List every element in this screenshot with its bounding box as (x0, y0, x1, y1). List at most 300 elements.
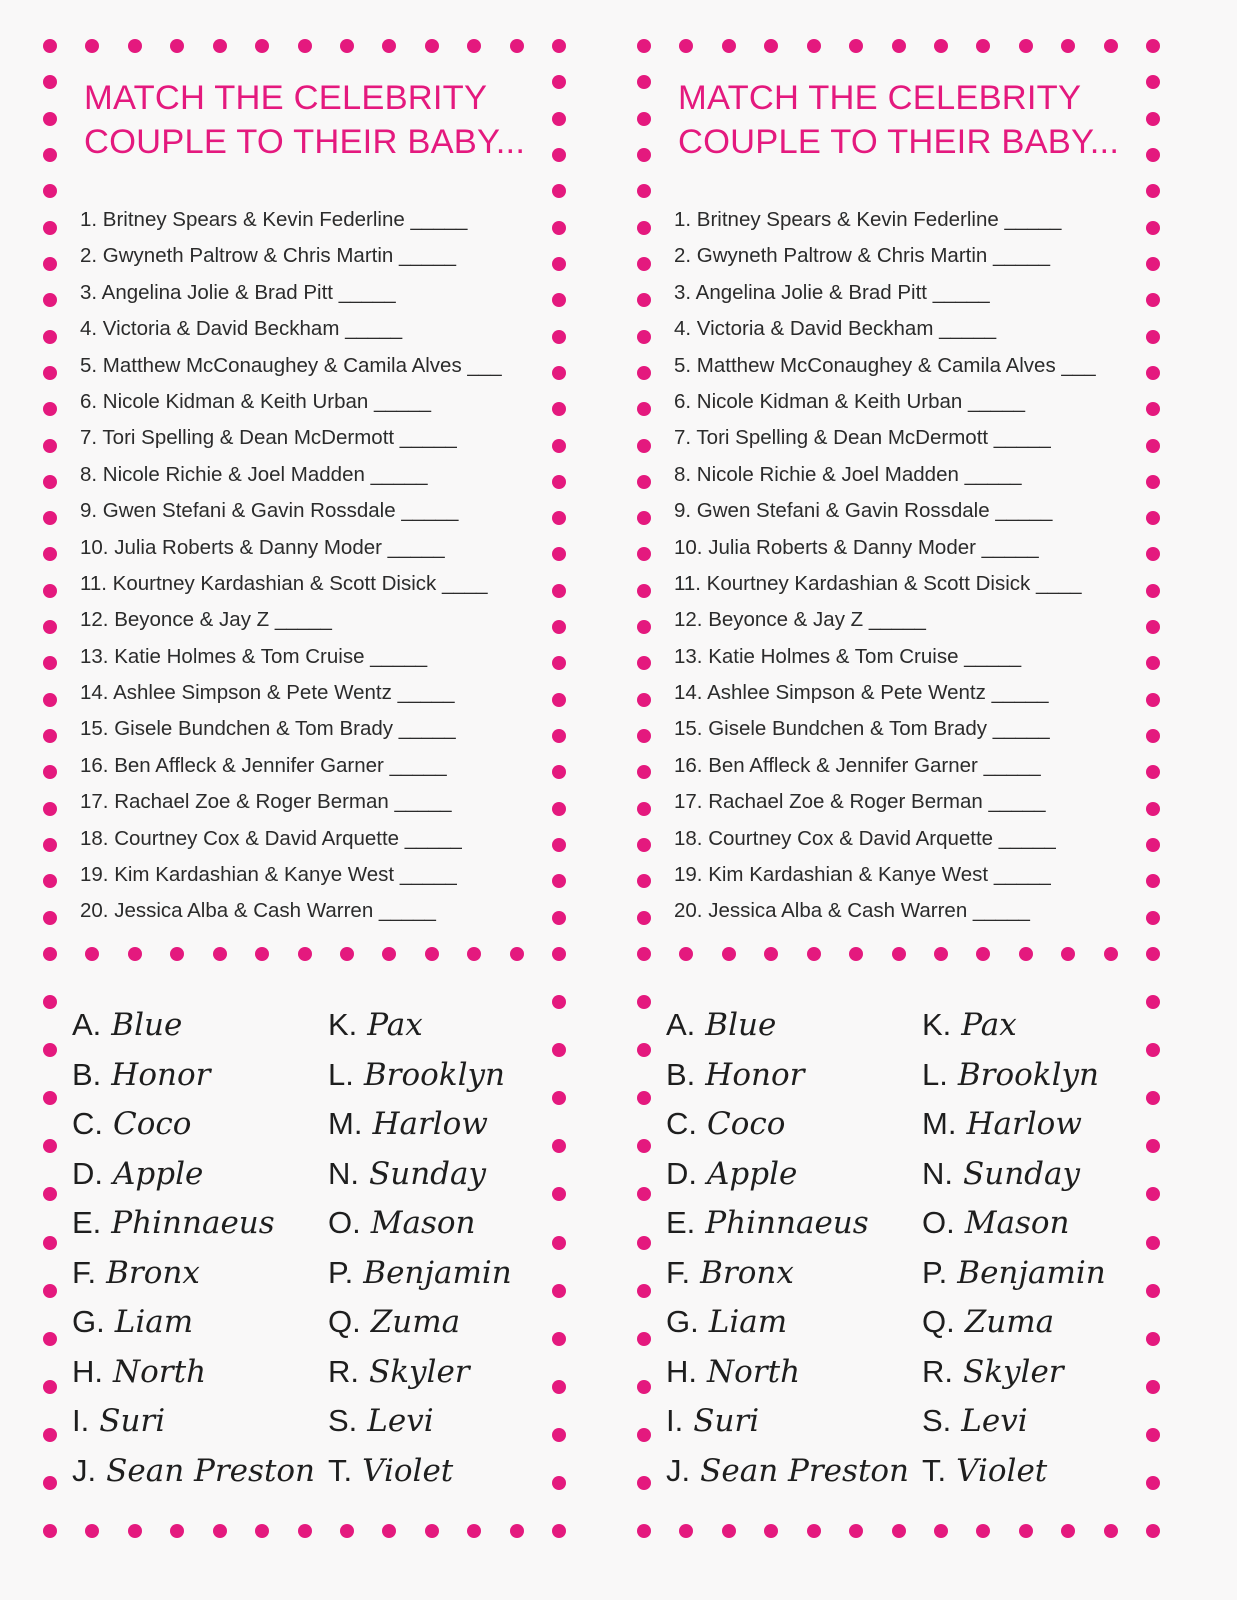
baby-name-item (328, 1000, 512, 1050)
couple-number: 1. (674, 208, 697, 231)
answer-blank[interactable]: _____ (370, 644, 428, 668)
border-dot (637, 656, 651, 670)
couple-item (80, 711, 502, 747)
couples-list (80, 202, 502, 930)
border-dot (637, 511, 651, 525)
couple-item (674, 202, 1096, 238)
couple-number: 11. (674, 571, 707, 595)
option-letter: Q. (328, 1304, 361, 1339)
border-dot (1146, 330, 1160, 344)
couple-item (80, 639, 502, 675)
couple-name: Nicole Richie & Joel Madden (102, 462, 371, 486)
border-dot (1019, 1524, 1033, 1538)
border-dot (1146, 1524, 1160, 1538)
border-dot (1146, 765, 1160, 779)
border-dot (976, 1524, 990, 1538)
answer-blank[interactable]: _____ (998, 826, 1056, 850)
border-dot (807, 39, 821, 53)
answer-blank[interactable]: _____ (345, 317, 403, 341)
option-letter: A. (666, 1007, 696, 1042)
baby-name: Harlow (966, 1106, 1082, 1142)
border-dot (637, 366, 651, 380)
border-dot (1146, 1139, 1160, 1153)
couple-number: 6. (80, 389, 103, 413)
option-letter: F. (666, 1254, 691, 1290)
border-dot (43, 656, 57, 670)
border-dot (637, 1043, 651, 1057)
couple-name: Courtney Cox & David Arquette (114, 826, 405, 850)
border-dot (637, 184, 651, 198)
couple-item (674, 821, 1096, 857)
border-dot (1146, 1332, 1160, 1346)
baby-name-item (922, 1149, 1106, 1199)
border-dot (934, 39, 948, 53)
option-letter: S. (328, 1403, 358, 1438)
border-dot (552, 330, 566, 344)
answer-blank[interactable]: _____ (394, 790, 452, 814)
option-letter: C. (72, 1106, 103, 1141)
couple-item (674, 602, 1096, 638)
border-dot (43, 1187, 57, 1201)
option-letter: F. (72, 1254, 97, 1290)
baby-name: Levi (961, 1403, 1028, 1439)
border-dot (43, 911, 57, 925)
answer-blank[interactable]: _____ (387, 535, 445, 559)
border-dot (679, 1524, 693, 1538)
couple-number: 14. (674, 681, 708, 705)
couple-item (80, 748, 502, 784)
border-dot (637, 1428, 651, 1442)
border-dot (552, 1380, 566, 1394)
option-letter: S. (922, 1403, 952, 1438)
border-dot (552, 511, 566, 525)
border-dot (807, 1524, 821, 1538)
border-dot (1146, 802, 1160, 816)
couple-number: 15. (80, 717, 115, 741)
border-dot (213, 947, 227, 961)
border-dot (552, 693, 566, 707)
couple-item (674, 384, 1096, 420)
border-dot (637, 330, 651, 344)
border-dot (1146, 1284, 1160, 1298)
couple-item (80, 602, 502, 638)
border-dot (382, 39, 396, 53)
couple-item (674, 857, 1096, 893)
baby-name-item (666, 1347, 909, 1397)
couple-name: Britney Spears & Kevin Federline (696, 208, 1005, 231)
border-dot (43, 293, 57, 307)
baby-name-item (666, 1248, 909, 1298)
couple-name: Nicole Kidman & Keith Urban (102, 389, 374, 413)
border-dot (552, 911, 566, 925)
border-dot (552, 221, 566, 235)
couple-name: Tori Spelling & Dean McDermott (102, 426, 400, 450)
border-dot (43, 584, 57, 598)
border-dot (637, 39, 651, 53)
baby-name: Apple (113, 1155, 204, 1192)
border-dot (255, 1524, 269, 1538)
couple-item (674, 639, 1096, 675)
option-letter: H. (666, 1353, 697, 1389)
border-dot (637, 1524, 651, 1538)
option-letter: D. (666, 1155, 697, 1191)
baby-name-item (328, 1446, 512, 1496)
option-letter: M. (922, 1106, 957, 1141)
border-dot (552, 439, 566, 453)
baby-name-item (922, 1000, 1106, 1050)
couple-name: Angelina Jolie & Brad Pitt (695, 280, 933, 304)
border-dot (764, 947, 778, 961)
baby-name-item (666, 1297, 909, 1347)
baby-name: Levi (367, 1403, 434, 1439)
border-dot (43, 947, 57, 961)
border-dot (382, 947, 396, 961)
border-dot (637, 838, 651, 852)
baby-name: Honor (705, 1056, 805, 1093)
border-dot (892, 947, 906, 961)
couple-number: 2. (674, 244, 697, 268)
border-dot (552, 547, 566, 561)
answer-blank[interactable]: _____ (370, 462, 428, 486)
couple-number: 8. (674, 462, 697, 486)
option-letter: B. (72, 1056, 102, 1092)
couple-name: Katie Holmes & Tom Cruise (114, 644, 371, 668)
couple-name: Jessica Alba & Cash Warren (114, 899, 379, 923)
couple-number: 20. (674, 899, 709, 923)
baby-name: Honor (111, 1056, 211, 1093)
game-card-right (632, 0, 1192, 1600)
border-dot (425, 1524, 439, 1538)
answer-blank[interactable]: ____ (441, 571, 488, 595)
option-letter: G. (666, 1304, 699, 1339)
couple-number: 12. (80, 608, 115, 632)
baby-name-item (922, 1198, 1106, 1248)
option-letter: I. (72, 1403, 90, 1438)
border-dot (637, 221, 651, 235)
border-dot (552, 874, 566, 888)
baby-name-item (922, 1248, 1106, 1298)
baby-name: Zuma (964, 1304, 1055, 1340)
border-dot (43, 184, 57, 198)
answer-blank[interactable]: _____ (992, 717, 1050, 741)
answer-blank[interactable]: _____ (932, 280, 990, 304)
border-dot (722, 39, 736, 53)
couple-item (674, 348, 1096, 384)
couple-name: Gwyneth Paltrow & Chris Martin (102, 244, 399, 268)
border-dot (552, 1428, 566, 1442)
border-dot (43, 1476, 57, 1490)
couple-number: 5. (80, 353, 103, 377)
couple-number: 18. (674, 826, 709, 850)
border-dot (552, 366, 566, 380)
answer-blank[interactable]: _____ (389, 753, 447, 777)
baby-name-item (328, 1396, 512, 1446)
baby-name: North (113, 1353, 207, 1390)
baby-name: Benjamin (957, 1254, 1106, 1291)
answer-blank[interactable]: _____ (993, 426, 1051, 450)
couple-name: Julia Roberts & Danny Moder (114, 535, 388, 559)
couple-name: Gwyneth Paltrow & Chris Martin (696, 244, 993, 268)
border-dot (1061, 39, 1075, 53)
border-dot (552, 995, 566, 1009)
answer-blank[interactable]: _____ (404, 826, 462, 850)
border-dot (43, 765, 57, 779)
answer-blank[interactable]: ___ (467, 353, 502, 377)
border-dot (255, 39, 269, 53)
border-dot (637, 1091, 651, 1105)
option-letter: P. (922, 1254, 948, 1290)
baby-name: Harlow (372, 1106, 488, 1142)
border-dot (637, 1139, 651, 1153)
option-letter: G. (72, 1304, 105, 1339)
couple-item (80, 384, 502, 420)
answer-blank[interactable]: _____ (939, 317, 997, 341)
border-dot (1146, 656, 1160, 670)
answer-blank[interactable]: ___ (1061, 353, 1096, 377)
border-dot (637, 874, 651, 888)
border-dot (43, 1428, 57, 1442)
couple-number: 16. (674, 753, 709, 777)
border-dot (128, 1524, 142, 1538)
couple-name: Kourtney Kardashian & Scott Disick (706, 571, 1036, 595)
border-dot (510, 1524, 524, 1538)
option-letter: R. (922, 1353, 953, 1389)
baby-name-item (922, 1396, 1106, 1446)
border-dot (510, 947, 524, 961)
border-dot (552, 1476, 566, 1490)
baby-name: Sean Preston (106, 1452, 316, 1489)
border-dot (43, 257, 57, 271)
baby-name: Liam (708, 1304, 788, 1340)
border-dot (764, 39, 778, 53)
baby-name-item (922, 1347, 1106, 1397)
border-dot (1146, 39, 1160, 53)
option-letter: T. (922, 1452, 947, 1488)
answer-blank[interactable]: ____ (1035, 571, 1082, 595)
answer-blank[interactable]: _____ (378, 899, 436, 923)
baby-names-column-2 (922, 1000, 1106, 1495)
answer-blank[interactable]: _____ (338, 280, 396, 304)
couple-item (674, 893, 1096, 929)
baby-name: Suri (99, 1403, 166, 1439)
baby-name-item (328, 1297, 512, 1347)
couple-number: 18. (80, 826, 115, 850)
answer-blank[interactable]: _____ (399, 244, 457, 268)
baby-name: Liam (114, 1304, 194, 1340)
border-dot (1146, 257, 1160, 271)
couple-number: 11. (80, 571, 113, 595)
couple-name: Britney Spears & Kevin Federline (102, 208, 411, 231)
border-dot (340, 947, 354, 961)
option-letter: B. (666, 1056, 696, 1092)
baby-names-column-1 (666, 1000, 909, 1495)
border-dot (552, 402, 566, 416)
answer-blank[interactable]: _____ (983, 753, 1041, 777)
couple-name: Ashlee Simpson & Pete Wentz (113, 681, 398, 705)
baby-name: Coco (113, 1106, 192, 1142)
border-dot (637, 148, 651, 162)
baby-name: Bronx (106, 1254, 200, 1291)
option-letter: I. (666, 1403, 684, 1438)
answer-blank[interactable]: _____ (964, 462, 1022, 486)
border-dot (43, 1043, 57, 1057)
baby-name: Coco (707, 1106, 786, 1142)
border-dot (1146, 1091, 1160, 1105)
couple-number: 9. (674, 499, 697, 523)
couple-name: Victoria & David Beckham (102, 317, 346, 341)
border-dot (43, 693, 57, 707)
border-dot (43, 802, 57, 816)
couple-item (674, 275, 1096, 311)
answer-blank[interactable]: _____ (274, 608, 332, 632)
border-dot (637, 402, 651, 416)
border-dot (43, 1380, 57, 1394)
border-dot (43, 511, 57, 525)
option-letter: E. (72, 1205, 102, 1240)
border-dot (1061, 1524, 1075, 1538)
baby-name: Brooklyn (363, 1056, 505, 1093)
border-dot (552, 729, 566, 743)
baby-name: Bronx (700, 1254, 794, 1291)
answer-blank[interactable]: _____ (868, 608, 926, 632)
couple-item (80, 202, 502, 238)
baby-name: Mason (964, 1205, 1070, 1241)
answer-blank[interactable]: _____ (972, 899, 1030, 923)
border-dot (1146, 911, 1160, 925)
baby-name: Suri (693, 1403, 760, 1439)
baby-name-item (72, 1050, 315, 1100)
answer-blank[interactable]: _____ (398, 717, 456, 741)
answer-blank[interactable]: _____ (401, 499, 459, 523)
border-dot (552, 838, 566, 852)
baby-name: Mason (370, 1205, 476, 1241)
answer-blank[interactable]: _____ (964, 644, 1022, 668)
answer-blank[interactable]: _____ (399, 426, 457, 450)
answer-blank[interactable]: _____ (993, 244, 1051, 268)
border-dot (340, 39, 354, 53)
border-dot (722, 1524, 736, 1538)
baby-name-item (72, 1149, 315, 1199)
baby-name: Pax (961, 1007, 1017, 1043)
border-dot (85, 1524, 99, 1538)
border-dot (128, 947, 142, 961)
border-dot (43, 112, 57, 126)
couple-number: 3. (674, 280, 696, 304)
answer-blank[interactable]: _____ (397, 681, 455, 705)
border-dot (128, 39, 142, 53)
couple-item (80, 311, 502, 347)
border-dot (637, 584, 651, 598)
option-letter: C. (666, 1106, 697, 1141)
couple-number: 7. (80, 426, 103, 450)
border-dot (340, 1524, 354, 1538)
border-dot (637, 475, 651, 489)
border-dot (1104, 39, 1118, 53)
option-letter: K. (328, 1007, 358, 1042)
border-dot (467, 39, 481, 53)
border-dot (552, 620, 566, 634)
option-letter: Q. (922, 1304, 955, 1339)
option-letter: D. (72, 1155, 103, 1191)
border-dot (425, 947, 439, 961)
baby-names-column-1 (72, 1000, 315, 1495)
border-dot (43, 547, 57, 561)
couple-item (80, 784, 502, 820)
answer-blank[interactable]: _____ (1004, 208, 1062, 231)
border-dot (43, 1284, 57, 1298)
answer-blank[interactable]: _____ (399, 863, 457, 887)
couple-item (80, 893, 502, 929)
border-dot (976, 947, 990, 961)
border-dot (85, 947, 99, 961)
baby-name-item (328, 1050, 512, 1100)
border-dot (679, 39, 693, 53)
baby-name-item (328, 1149, 512, 1199)
baby-name: Apple (707, 1155, 798, 1192)
answer-blank[interactable]: _____ (993, 863, 1051, 887)
option-letter: O. (328, 1205, 361, 1240)
baby-name-item (328, 1198, 512, 1248)
baby-name-item (666, 1396, 909, 1446)
answer-blank[interactable]: _____ (373, 389, 431, 413)
border-dot (43, 1332, 57, 1346)
couple-item (80, 275, 502, 311)
couple-item (80, 566, 502, 602)
couple-number: 19. (674, 863, 709, 887)
border-dot (552, 1091, 566, 1105)
couple-item (80, 675, 502, 711)
baby-name-item (72, 1347, 315, 1397)
answer-blank[interactable]: _____ (995, 499, 1053, 523)
couple-name: Ben Affleck & Jennifer Garner (114, 753, 390, 777)
answer-blank[interactable]: _____ (410, 208, 468, 231)
border-dot (1146, 1428, 1160, 1442)
couple-name: Beyonce & Jay Z (708, 608, 869, 632)
baby-name: Brooklyn (957, 1056, 1099, 1093)
border-dot (637, 693, 651, 707)
game-card-left (38, 0, 598, 1600)
border-dot (552, 1284, 566, 1298)
couple-number: 5. (674, 353, 697, 377)
answer-blank[interactable]: _____ (988, 790, 1046, 814)
baby-name-item (922, 1050, 1106, 1100)
border-dot (552, 1236, 566, 1250)
answer-blank[interactable]: _____ (991, 681, 1049, 705)
border-dot (552, 1139, 566, 1153)
border-dot (467, 947, 481, 961)
couple-item (674, 311, 1096, 347)
baby-name: Zuma (370, 1304, 461, 1340)
border-dot (552, 765, 566, 779)
border-dot (43, 330, 57, 344)
answer-blank[interactable]: _____ (981, 535, 1039, 559)
couple-item (674, 675, 1096, 711)
border-dot (43, 75, 57, 89)
couple-item (674, 493, 1096, 529)
couple-number: 8. (80, 462, 103, 486)
baby-name-item (72, 1396, 315, 1446)
border-dot (637, 995, 651, 1009)
border-dot (637, 1476, 651, 1490)
couple-name: Kim Kardashian & Kanye West (114, 863, 400, 887)
border-dot (552, 1332, 566, 1346)
option-letter: J. (666, 1452, 691, 1488)
border-dot (934, 947, 948, 961)
baby-name-item (72, 1248, 315, 1298)
border-dot (552, 656, 566, 670)
border-dot (807, 947, 821, 961)
answer-blank[interactable]: _____ (967, 389, 1025, 413)
